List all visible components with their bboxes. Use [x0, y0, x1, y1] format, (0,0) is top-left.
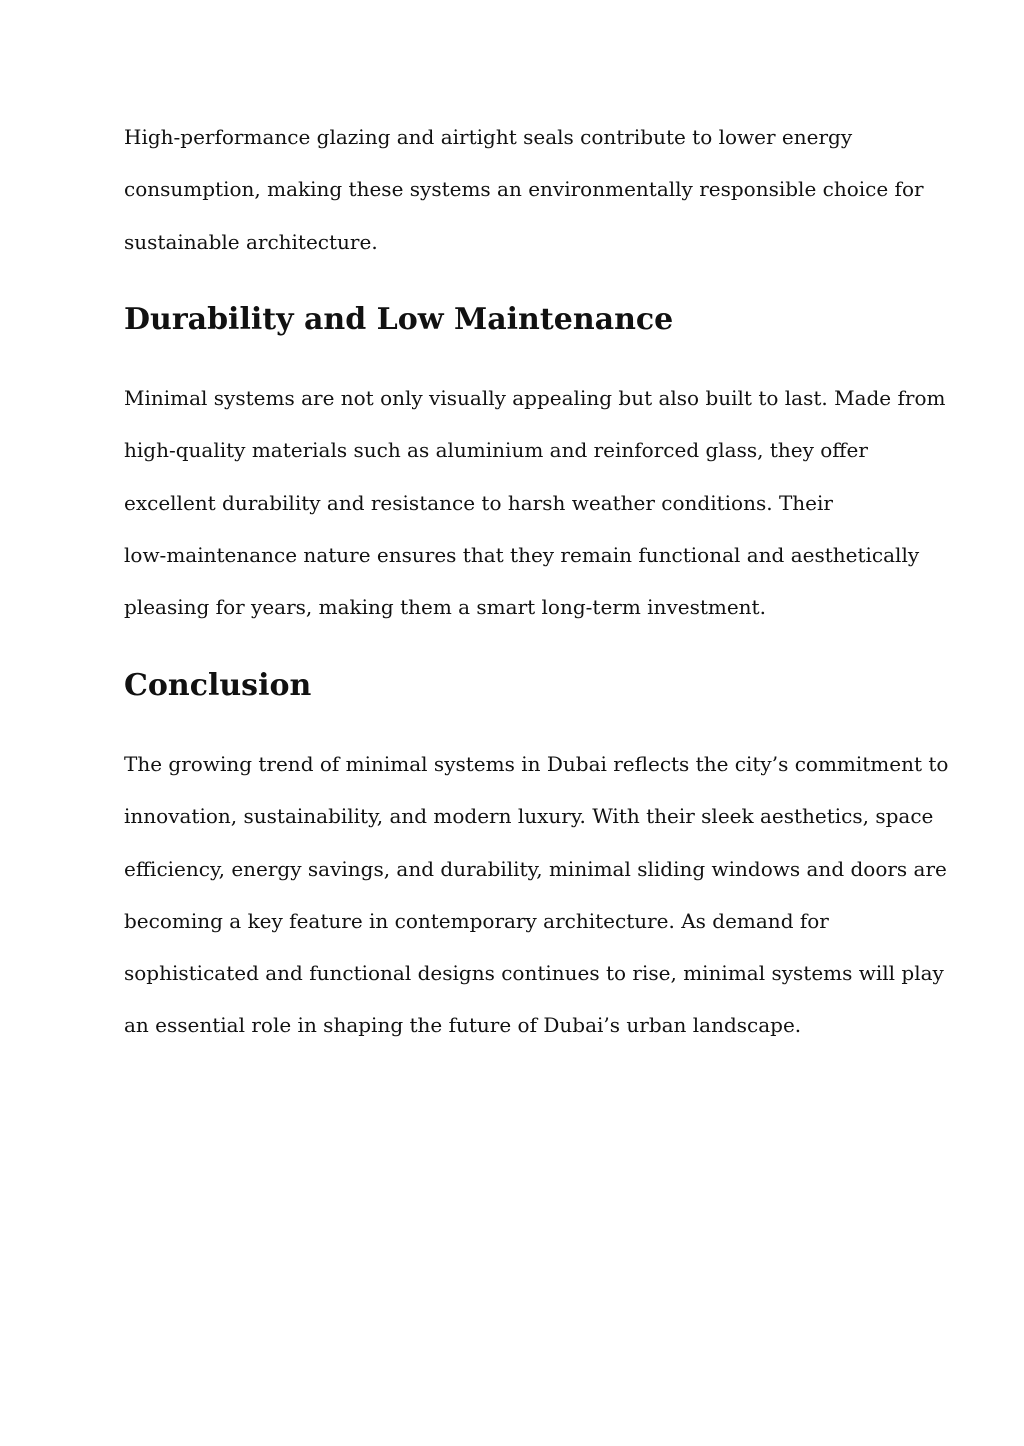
- paragraph-spacer: [124, 268, 914, 294]
- paragraph-line: sustainable architecture.: [124, 229, 378, 254]
- paragraph-line: excellent durability and resistance to harsh weather conditions. Their: [124, 490, 833, 515]
- paragraph-line: becoming a key feature in contemporary architecture. As demand for: [124, 908, 829, 933]
- paragraph-line: consumption, making these systems an environmentally responsible choice for: [124, 177, 924, 202]
- paragraph-line: Minimal systems are not only visually appealing but also built to last. Made from: [124, 386, 946, 411]
- paragraph-line: efficiency, energy savings, and durability, minimal sliding windows and doors are: [124, 856, 947, 881]
- document-page: [124, 111, 949, 1052]
- paragraph-spacer: [124, 634, 914, 660]
- durability-paragraph: [124, 372, 946, 633]
- intro-paragraph: [124, 111, 924, 268]
- paragraph-line: The growing trend of minimal systems in Dubai reflects the city’s commitment to: [124, 751, 949, 776]
- paragraph-line: an essential role in shaping the future of Dubai’s urban landscape.: [124, 1013, 802, 1038]
- section-heading: Conclusion: [124, 667, 312, 703]
- paragraph-line: innovation, sustainability, and modern luxury. With their sleek aesthetics, space: [124, 804, 934, 829]
- paragraph-line: High-performance glazing and airtight seals contribute to lower energy: [124, 125, 853, 149]
- paragraph-line: low-maintenance nature ensures that they remain functional and aesthetically: [124, 543, 920, 568]
- paragraph-line: sophisticated and functional designs continues to rise, minimal systems will play: [124, 961, 944, 986]
- section-heading: Durability and Low Maintenance: [124, 301, 674, 337]
- conclusion-paragraph: [124, 738, 949, 1052]
- paragraph-line: high-quality materials such as aluminium and reinforced glass, they offer: [124, 438, 868, 463]
- paragraph-line: pleasing for years, making them a smart long-term investment.: [124, 595, 766, 620]
- heading-spacer: [124, 712, 914, 738]
- heading-spacer: [124, 346, 914, 372]
